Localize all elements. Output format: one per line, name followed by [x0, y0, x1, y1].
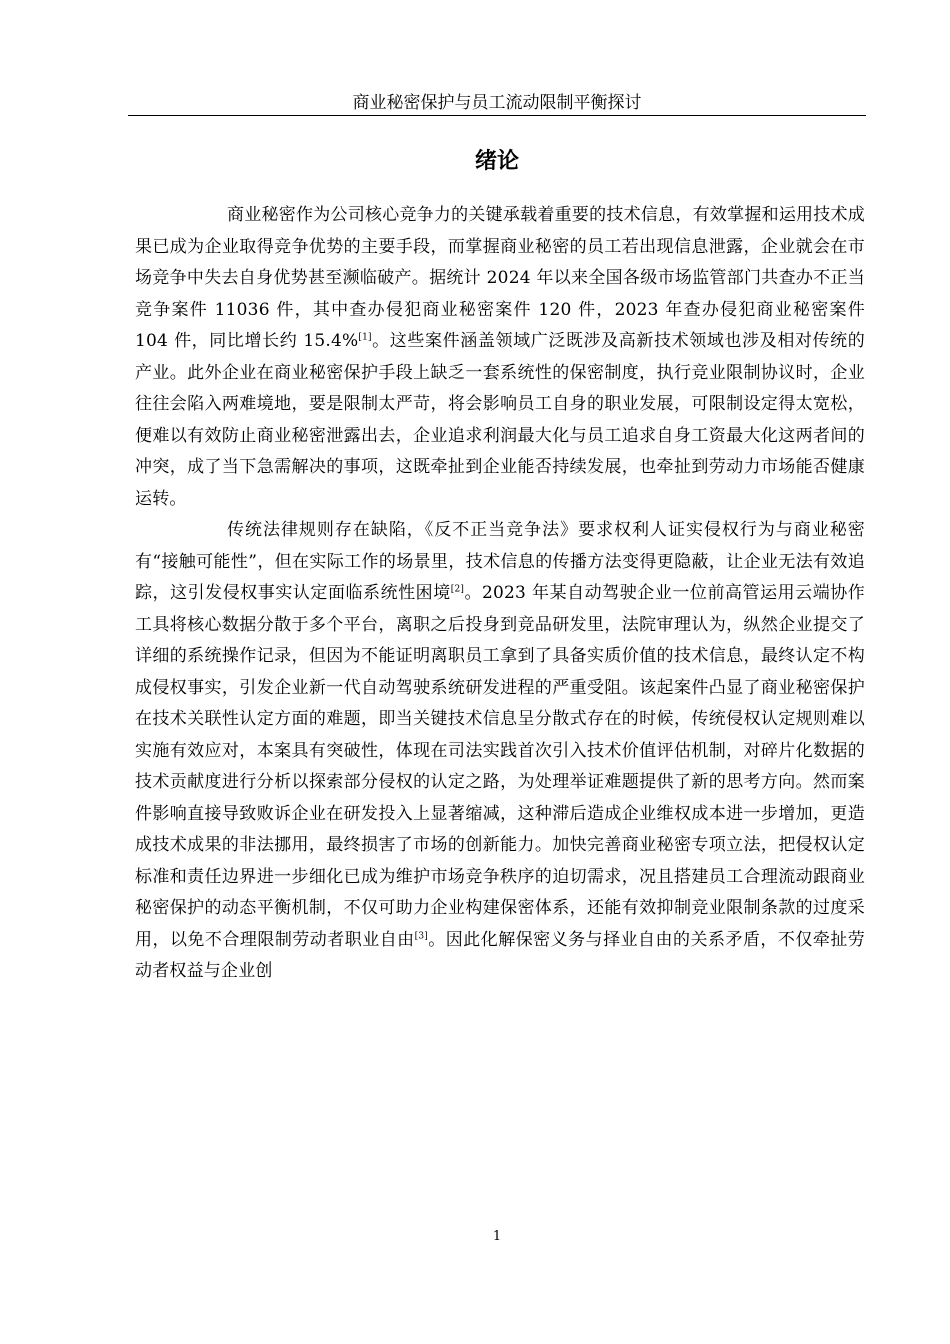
- body-text: [135, 200, 865, 988]
- paragraph-2-text-2: 。2023 年某自动驾驶企业一位前高管运用云端协作工具将核心数据分散于多个平台，离职之后投身到竞品研发里，法院审理认为，纵然企业提交了详细的系统操作记录，但因为不能证明离职员工拿到了具备实质价值的技术信息，最终认定不构成侵权事实，引发企业新一代自动驾驶系统研发进程的严重受阻。该起案件凸显了商业秘密保护在技术关联性认定方面的难题，即当关键技术信息呈分散式存在的时候，传统侵权认定规则难以实施有效应对，本案具有突破性，体现在司法实践首次引入技术价值评估机制，对碎片化数据的技术贡献度进行分析以探索部分侵权的认定之路，为处理举证难题提供了新的思考方向。然而案件影响直接导致败诉企业在研发投入上显著缩减，这种滞后造成企业维权成本进一步增加，更造成技术成果的非法挪用，最终损害了市场的创新能力。加快完善商业秘密专项立法，把侵权认定标准和责任边界进一步细化已成为维护市场竞争秩序的迫切需求，况且搭建员工合理流动跟商业秘密保护的动态平衡机制，不仅可助力企业构建保密体系，还能有效抑制竞业限制条款的过度采用，以免不合理限制劳动者职业自由: [135, 583, 865, 950]
- paragraph-1: [135, 200, 865, 515]
- paragraph-2-text-1: 传统法律规则存在缺陷，《反不正当竞争法》要求权利人证实侵权行为与商业秘密有“接触可能性”，但在实际工作的场景里，技术信息的传播方法变得更隐蔽，让企业无法有效追踪，这引发侵权事实认定面临系统性困境: [135, 520, 865, 603]
- citation-ref-1: [1]: [358, 332, 372, 343]
- paragraph-1-text-1: 商业秘密作为公司核心竞争力的关键承载着重要的技术信息，有效掌握和运用技术成果已成为企业取得竞争优势的主要手段，而掌握商业秘密的员工若出现信息泄露，企业就会在市场竞争中失去自身优势甚至濒临破产。据统计 2024 年以来全国各级市场监管部门共查办不正当竞争案件 11036 件，其中查办侵犯商业秘密案件 120 件，2023 年查办侵犯商业秘密案件 104 件，同比增长约 15.4%: [135, 205, 865, 351]
- citation-ref-2: [2]: [450, 584, 465, 595]
- paragraph-2: [135, 515, 865, 988]
- running-header-title: 商业秘密保护与员工流动限制平衡探讨: [352, 93, 642, 113]
- citation-ref-3: [3]: [414, 930, 429, 941]
- chapter-title: 绪论: [474, 149, 519, 174]
- header-divider: [128, 115, 866, 116]
- paragraph-1-text-2: 。这些案件涵盖领域广泛既涉及高新技术领域也涉及相对传统的产业。此外企业在商业秘密保护手段上缺乏一套系统性的保密制度，执行竞业限制协议时，企业往往会陷入两难境地，要是限制太严苛，将会影响员工自身的职业发展，可限制设定得太宽松，便难以有效防止商业秘密泄露出去，企业追求利润最大化与员工追求自身工资最大化这两者间的冲突，成了当下急需解决的事项，这既牵扯到企业能否持续发展，也牵扯到劳动力市场能否健康运转。: [135, 331, 865, 509]
- paragraph-2-text-3: 。因此化解保密义务与择业自由的关系矛盾，不仅牵扯劳动者权益与企业创: [135, 929, 866, 981]
- page-number: 1: [492, 1229, 502, 1244]
